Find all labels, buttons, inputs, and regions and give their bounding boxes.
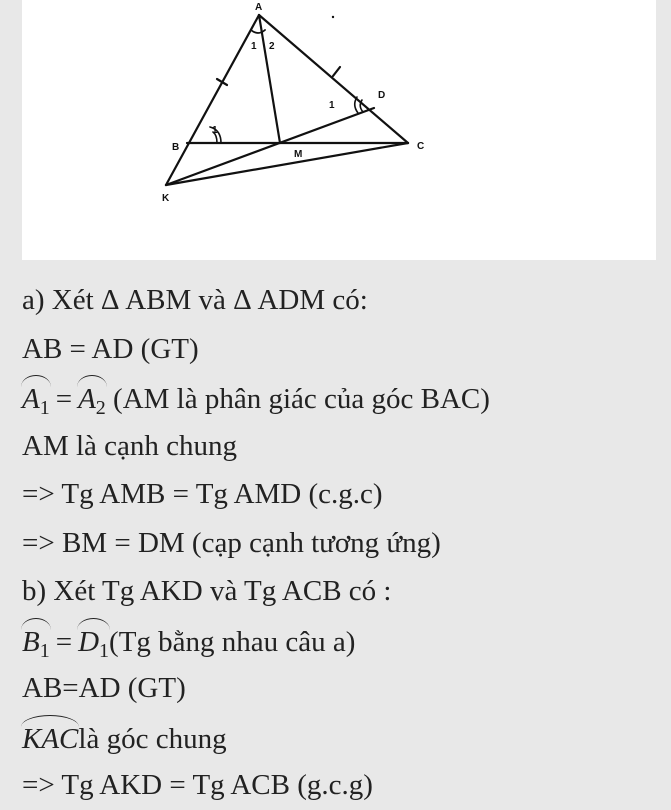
solution-line-11: => Tg AKD = Tg ACB (g.c.g) xyxy=(22,769,373,801)
segment-am xyxy=(259,15,280,143)
angle-arc-d1-inner xyxy=(360,100,363,112)
solution-line-4: AM là cạnh chung xyxy=(22,429,238,462)
angle-b1: $B_1$ xyxy=(22,616,50,676)
angle-label-d1: 1 xyxy=(329,100,335,111)
solution-line-5: => Tg AMB = Tg AMD (c.g.c) xyxy=(22,478,383,510)
point-label-a: A xyxy=(255,2,263,13)
angle-kac: KAC xyxy=(22,713,78,764)
solution-line-2: AB = AD (GT) xyxy=(22,332,199,365)
solution-text xyxy=(22,276,662,810)
solution-line-10-text: là góc chung xyxy=(78,722,227,755)
angle-arc-a xyxy=(251,30,265,33)
segment-ak xyxy=(166,15,259,185)
geometry-figure xyxy=(22,0,656,260)
stray-dot xyxy=(332,16,334,18)
point-label-m: M xyxy=(294,149,303,160)
angle-a1: $A_1$ xyxy=(22,373,50,433)
angle-label-a1: 1 xyxy=(251,41,257,52)
angle-d1: $D_1$ xyxy=(78,616,109,676)
point-label-c: C xyxy=(417,141,425,152)
segment-kd xyxy=(166,108,374,185)
equals-sign: = xyxy=(55,383,73,415)
angle-label-b1: 1 xyxy=(212,125,218,136)
tick-ad xyxy=(333,67,340,76)
solution-line-8 xyxy=(22,616,662,665)
point-label-d: D xyxy=(378,90,386,101)
triangle-diagram xyxy=(22,0,656,260)
solution-line-9: AB=AD (GT) xyxy=(22,672,186,704)
equals-sign: = xyxy=(55,625,73,658)
solution-line-7: b) Xét Tg AKD và Tg ACB có : xyxy=(22,575,392,607)
solution-line-6: => BM = DM (cạp cạnh tương ứng) xyxy=(22,526,441,559)
solution-line-1: a) Xét Δ ABM và Δ ADM có: xyxy=(22,284,368,316)
segment-kc xyxy=(166,143,408,185)
solution-line-3-text: (AM là phân giác của góc BAC) xyxy=(105,383,490,415)
solution-line-10 xyxy=(22,713,662,762)
point-label-k: K xyxy=(162,193,170,204)
solution-line-3 xyxy=(22,373,662,422)
solution-line-8-text: (Tg bằng nhau câu a) xyxy=(109,625,356,658)
point-label-b: B xyxy=(172,142,180,153)
angle-a2: $A_2$ xyxy=(78,373,106,433)
angle-label-a2: 2 xyxy=(269,41,275,52)
